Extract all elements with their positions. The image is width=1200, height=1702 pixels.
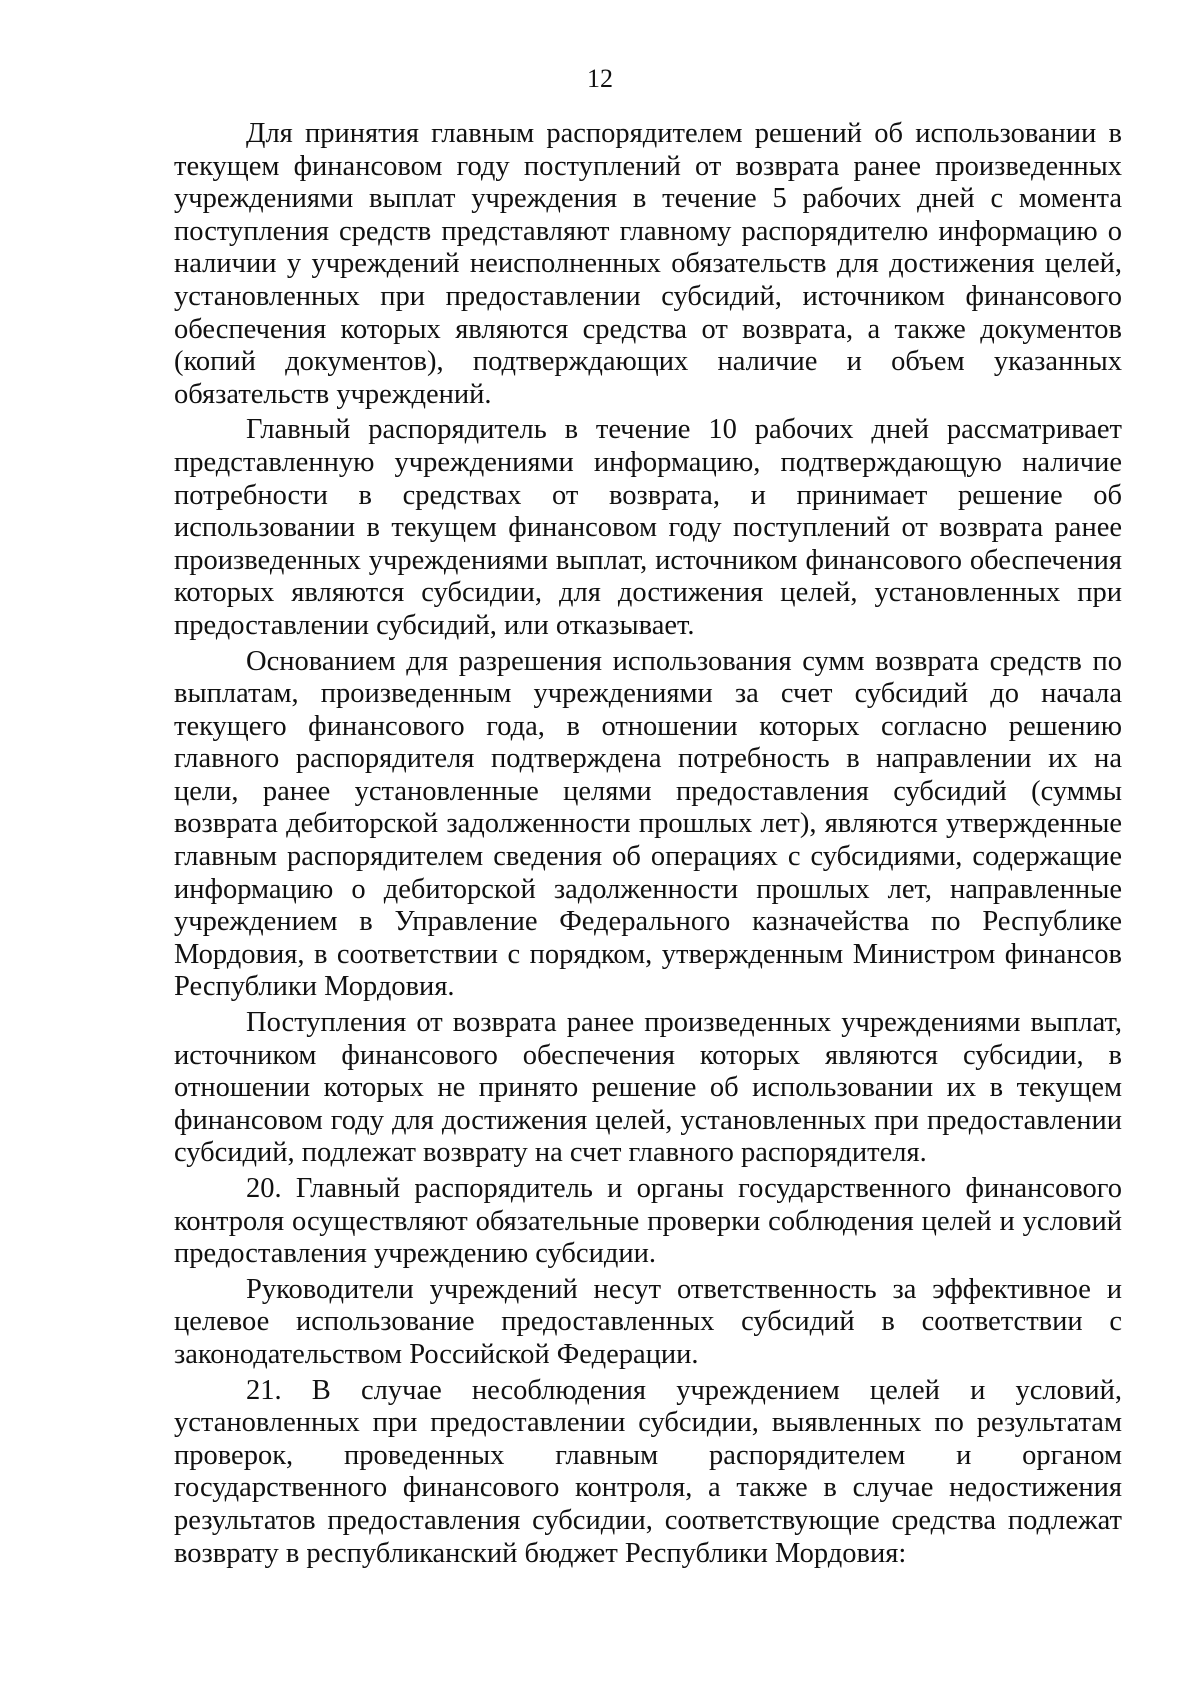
paragraph-returns-usage-info: Для принятия главным распорядителем решений об использовании в текущем финансовом году поступлений от возврата ранее произведенных учреждениями выплат учреждения в течение 5 рабочих дней с момента поступления средств представляют главному распорядителю информацию о наличии у учреждений неисполненных обязательств для достижения целей, установленных при предоставлении субсидий, источником финансового обеспечения которых являются средства от возврата, а также документов (копий документов), подтверждающих наличие и объем указанных обязательств учреждений. [174,118,1122,410]
paragraph-review-decision: Главный распорядитель в течение 10 рабочих дней рассматривает представленную учреждениями информацию, подтверждающую наличие потребности в средствах от возврата, и принимает решение об использовании в текущем финансовом году поступлений от возврата ранее произведенных учреждениями выплат, источником финансового обеспечения которых являются субсидии, для достижения целей, установленных при предоставлении субсидий, или отказывает. [174,414,1122,641]
paragraph-returns-to-account: Поступления от возврата ранее произведенных учреждениями выплат, источником финансового обеспечения которых являются субсидии, в отношении которых не принято решение об использовании их в текущем финансовом году для достижения целей, установленных при предоставлении субсидий, подлежат возврату на счет главного распорядителя. [174,1007,1122,1169]
paragraph-responsibility: Руководители учреждений несут ответственность за эффективное и целевое использование предоставленных субсидий в соответствии с законодательством Российской Федерации. [174,1273,1122,1370]
paragraph-basis-for-permission: Основанием для разрешения использования сумм возврата средств по выплатам, произведенным учреждениями за счет субсидий до начала текущего финансового года, в отношении которых согласно решению главного распорядителя подтверждена потребность в направлении их на цели, ранее установленные целями предоставления субсидий (суммы возврата дебиторской задолженности прошлых лет), являются утвержденные главным распорядителем сведения об операциях с субсидиями, содержащие информацию о дебиторской задолженности прошлых лет, направленные учреждением в Управление Федерального казначейства по Республике Мордовия, в соответствии с порядком, утвержденным Министром финансов Республики Мордовия. [174,645,1122,1003]
document-body [174,118,1122,1573]
page-number: 12 [587,64,613,93]
paragraph-item-20: 20. Главный распорядитель и органы государственного финансового контроля осуществляют обязательные проверки соблюдения целей и условий предоставления учреждению субсидии. [174,1173,1122,1270]
paragraph-item-21: 21. В случае несоблюдения учреждением целей и условий, установленных при предоставлении субсидии, выявленных по результатам проверок, проведенных главным распорядителем и органом государственного финансового контроля, а также в случае недостижения результатов предоставления субсидии, соответствующие средства подлежат возврату в республиканский бюджет Республики Мордовия: [174,1374,1122,1569]
